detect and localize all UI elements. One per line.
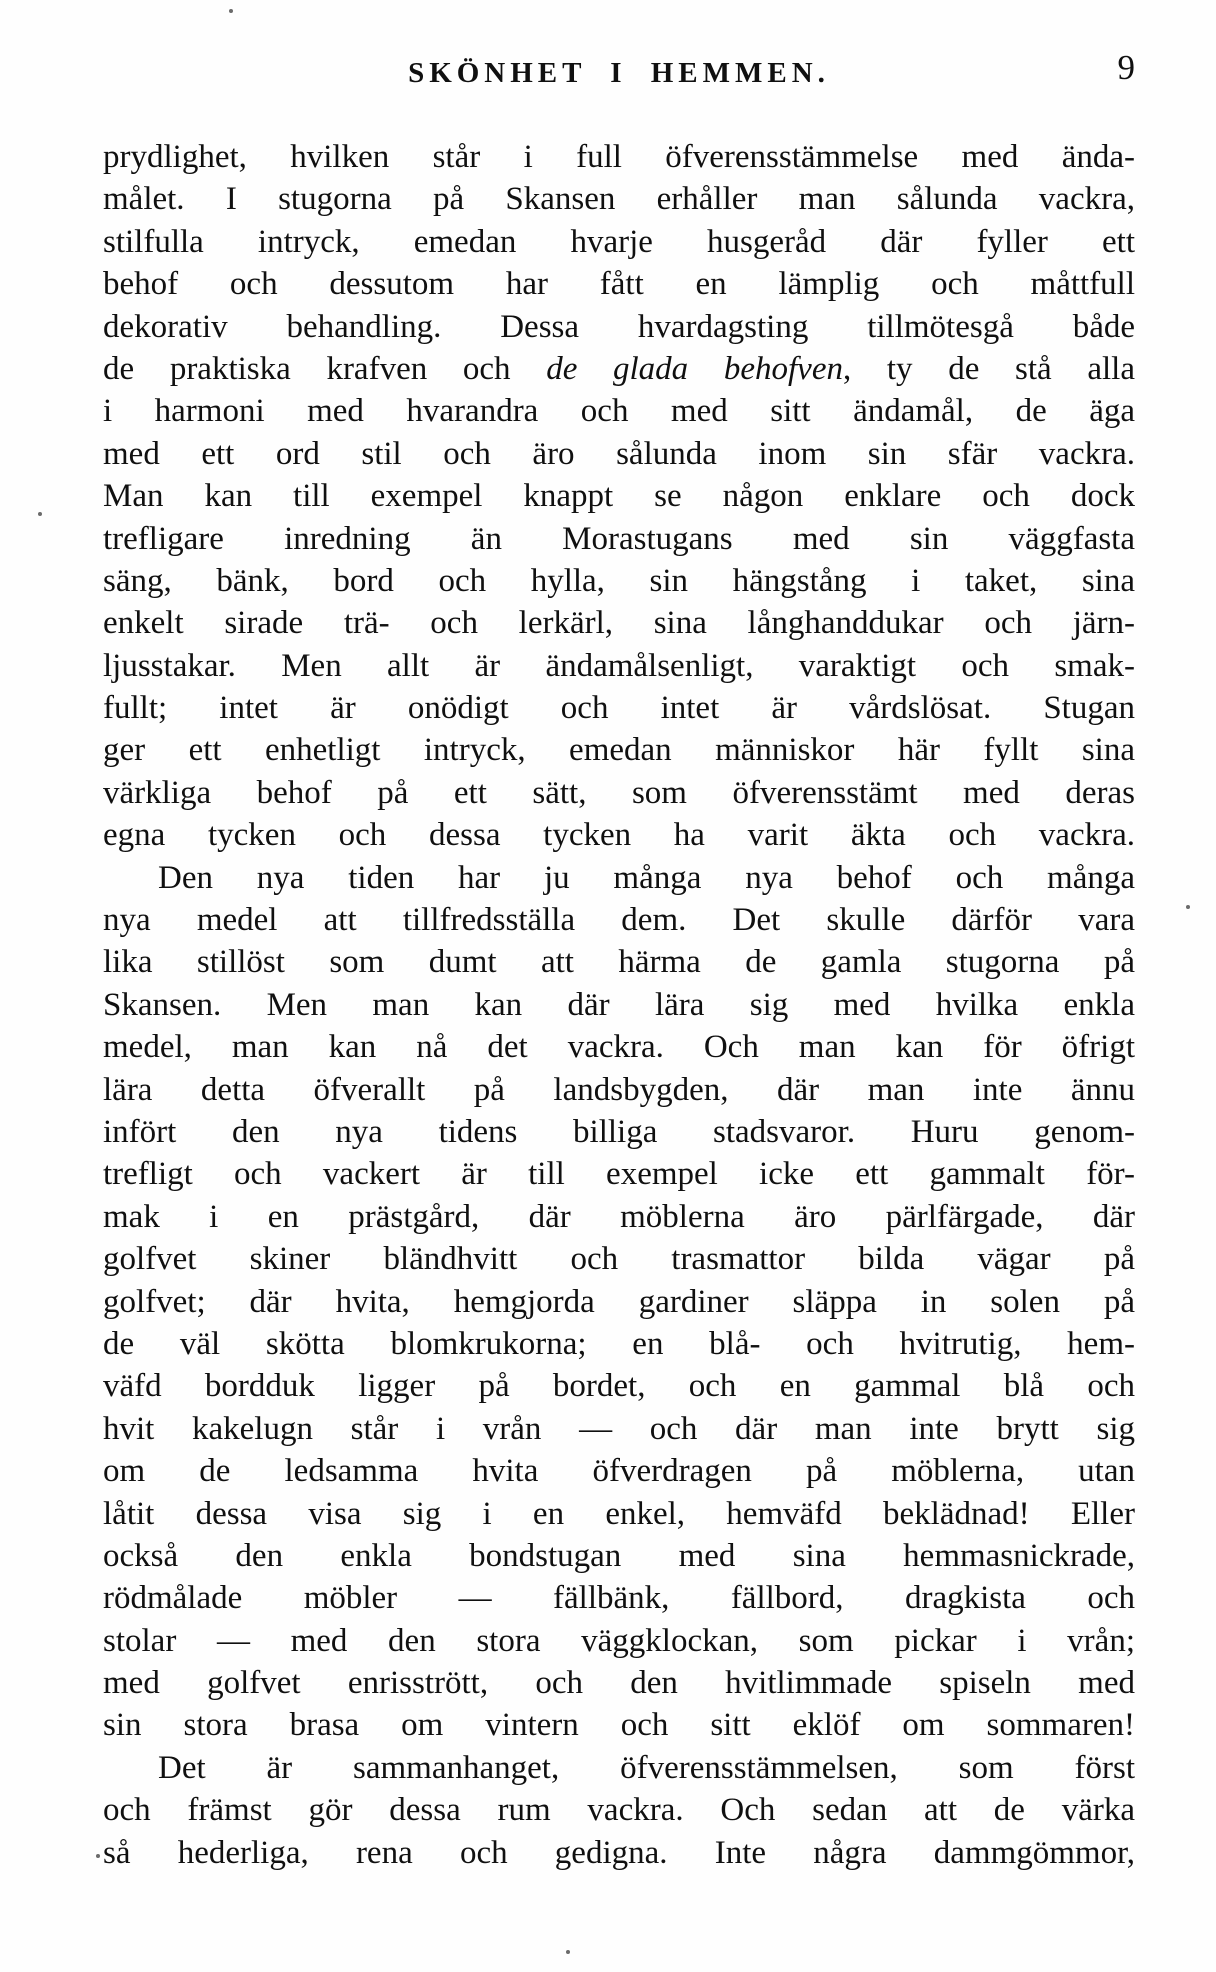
text-line: Man kan till exempel knappt se någon enklare och dock bbox=[103, 478, 1135, 515]
text-line: medel, man kan nå det vackra. Och man kan för öfrigt bbox=[103, 1029, 1135, 1066]
text-line: ger ett enhetligt intryck, emedan människor här fyllt sina bbox=[103, 732, 1135, 769]
text-line: hvit kakelugn står i vrån — och där man inte brytt sig bbox=[103, 1410, 1135, 1447]
scan-speck bbox=[229, 9, 233, 13]
body-text bbox=[103, 136, 1135, 1874]
text-line: enkelt sirade trä- och lerkärl, sina långhanddukar och järn- bbox=[103, 605, 1135, 642]
text-line: lika stillöst som dumt att härma de gamla stugorna på bbox=[103, 944, 1135, 981]
text-line: med golfvet enrisstrött, och den hvitlimmade spiseln med bbox=[103, 1665, 1135, 1702]
text-line: rödmålade möbler — fällbänk, fällbord, dragkista och bbox=[103, 1580, 1135, 1617]
page-number: 9 bbox=[1117, 48, 1135, 87]
text-segment: de praktiska krafven och bbox=[103, 350, 547, 387]
text-line: mak i en prästgård, där möblerna äro pärlfärgade, där bbox=[103, 1198, 1135, 1235]
text-line: infört den nya tidens billiga stadsvaror. Huru genom- bbox=[103, 1113, 1135, 1150]
text-line: med ett ord stil och äro sålunda inom sin sfär vackra. bbox=[103, 435, 1135, 472]
text-line: om de ledsamma hvita öfverdragen på möblerna, utan bbox=[103, 1453, 1135, 1490]
text-line: dekorativ behandling. Dessa hvardagsting tillmötesgå både bbox=[103, 308, 1135, 345]
text-line: stilfulla intryck, emedan hvarje husgeråd där fyller ett bbox=[103, 223, 1135, 260]
text-line: värkliga behof på ett sätt, som öfverensstämt med deras bbox=[103, 774, 1135, 811]
text-line: prydlighet, hvilken står i full öfverensstämmelse med ända- bbox=[103, 139, 1135, 175]
text-line bbox=[103, 348, 1135, 390]
text-line: golfvet; där hvita, hemgjorda gardiner släppa in solen på bbox=[103, 1283, 1135, 1320]
text-line: målet. I stugorna på Skansen erhåller man sålunda vackra, bbox=[103, 181, 1135, 218]
text-line: också den enkla bondstugan med sina hemmasnickrade, bbox=[103, 1537, 1135, 1574]
text-line: Den nya tiden har ju många nya behof och många bbox=[158, 859, 1135, 896]
text-line: i harmoni med hvarandra och med sitt ändamål, de äga bbox=[103, 393, 1135, 430]
text-line: lära detta öfverallt på landsbygden, där man inte ännu bbox=[103, 1071, 1135, 1108]
text-line: fullt; intet är onödigt och intet är vårdslösat. Stugan bbox=[103, 690, 1135, 727]
scan-speck bbox=[566, 1950, 570, 1954]
scan-speck bbox=[1186, 905, 1190, 909]
scan-speck bbox=[96, 1854, 100, 1858]
scan-speck bbox=[38, 512, 42, 516]
text-line: och främst gör dessa rum vackra. Och sedan att de värka bbox=[103, 1792, 1135, 1829]
text-line: trefligt och vackert är till exempel icke ett gammalt för- bbox=[103, 1156, 1135, 1193]
text-line: stolar — med den stora väggklockan, som pickar i vrån; bbox=[103, 1622, 1135, 1659]
text-line: sin stora brasa om vintern och sitt eklöf om sommaren! bbox=[103, 1707, 1135, 1744]
text-line: trefligare inredning än Morastugans med sin väggfasta bbox=[103, 520, 1135, 557]
text-line: egna tycken och dessa tycken ha varit äkta och vackra. bbox=[103, 817, 1135, 854]
text-line: låtit dessa visa sig i en enkel, hemväfd beklädnad! Eller bbox=[103, 1495, 1135, 1532]
running-title: SKÖNHET I HEMMEN. bbox=[408, 57, 830, 89]
text-line: säng, bänk, bord och hylla, sin hängstång i taket, sina bbox=[103, 562, 1135, 599]
text-line: väfd bordduk ligger på bordet, och en gammal blå och bbox=[103, 1368, 1135, 1405]
text-line: Det är sammanhanget, öfverensstämmelsen, som först bbox=[158, 1749, 1135, 1786]
text-line: så hederliga, rena och gedigna. Inte några dammgömmor, bbox=[103, 1834, 1135, 1871]
text-line: de väl skötta blomkrukorna; en blå- och hvitrutig, hem- bbox=[103, 1325, 1135, 1362]
text-line: ljusstakar. Men allt är ändamålsenligt, varaktigt och smak- bbox=[103, 647, 1135, 684]
text-segment: , ty de stå alla bbox=[842, 350, 1135, 387]
text-line: nya medel att tillfredsställa dem. Det skulle därför vara bbox=[103, 902, 1135, 939]
italic-phrase: de glada behofven bbox=[546, 350, 843, 387]
text-line: behof och dessutom har fått en lämplig och måttfull bbox=[103, 266, 1135, 303]
text-line: golfvet skiner bländhvitt och trasmattor bilda vägar på bbox=[103, 1241, 1135, 1278]
text-line: Skansen. Men man kan där lära sig med hvilka enkla bbox=[103, 986, 1135, 1023]
